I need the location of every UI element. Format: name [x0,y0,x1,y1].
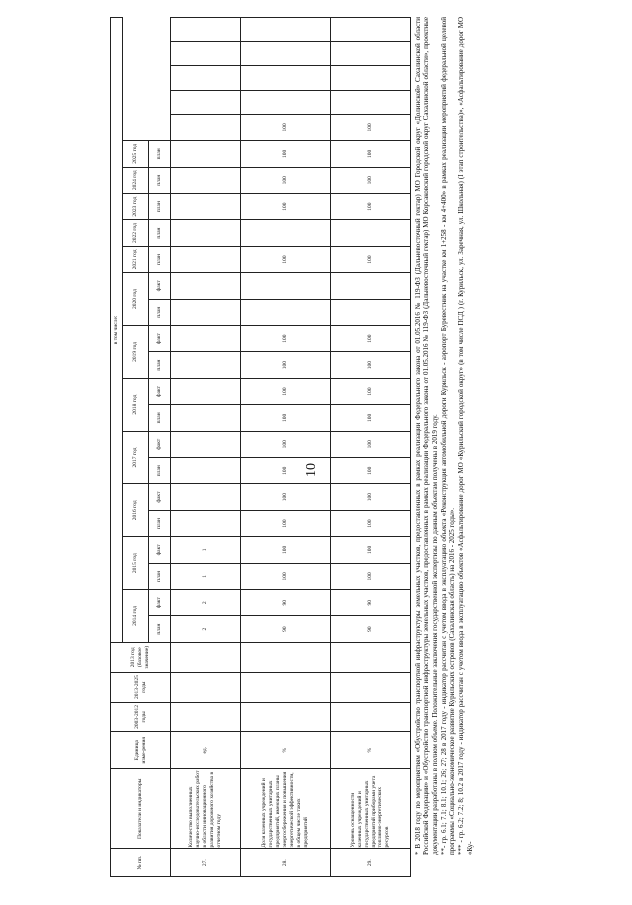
value-cell: 100 [241,352,331,378]
value-cell [241,273,331,299]
rotated-page-content [110,17,474,877]
value-cell: 100 [241,246,331,272]
value-cell: 100 [241,141,331,167]
header-plan: план [149,299,171,325]
value-cell [171,299,241,325]
value-cell [171,220,241,246]
empty-cell [331,642,411,672]
empty-cell [171,642,241,672]
value-cell: 90 [241,616,331,642]
value-cell [241,220,331,246]
value-cell: 100 [241,510,331,536]
value-cell: 100 [331,325,411,351]
row-unit: % [241,732,331,769]
value-cell [171,18,241,42]
value-cell: 2 [171,590,241,616]
value-cell: 100 [331,537,411,563]
value-cell [171,325,241,351]
header-in-that-number: в том числе: [111,18,123,643]
empty-cell [331,702,411,732]
header-fact: факт [149,325,171,351]
header-plan: план [149,563,171,589]
value-cell [241,90,331,114]
header-year: 2014 год [123,590,149,643]
header-year: 2016 год [123,484,149,537]
value-cell: 100 [331,246,411,272]
table-row [171,18,241,877]
value-cell: 1 [171,537,241,563]
header-plan: план [149,457,171,483]
value-cell [171,246,241,272]
value-cell: 100 [331,484,411,510]
header-plan: план [149,352,171,378]
value-cell: 100 [331,141,411,167]
value-cell [171,141,241,167]
value-cell [171,114,241,140]
header-year: 2023 год [123,193,149,219]
value-cell [331,18,411,42]
value-cell [171,484,241,510]
header-year: 2018 год [123,378,149,431]
value-cell: 90 [331,616,411,642]
header-unit: Единица изме-рения [111,732,171,769]
value-cell [171,457,241,483]
header-fact: факт [149,590,171,616]
header-year: 2025 год [123,141,149,167]
value-cell [171,66,241,90]
value-cell: 90 [331,590,411,616]
value-cell: 100 [241,405,331,431]
value-cell: 100 [241,484,331,510]
header-plan: план [149,405,171,431]
value-cell: 1 [171,563,241,589]
value-cell: 100 [241,431,331,457]
value-cell: 100 [241,114,331,140]
table-row [331,18,411,877]
row-unit: ед. [171,732,241,769]
empty-cell [241,672,331,702]
footnote-2: **- гр. 6.1; 7.1; 8.1; 10.1; 26; 27; 28 в 2017 году - индикатор рассчитан с учетом ввода в эксплуатацию объекта «Реконструкция автомобильной дороги Курильск - аэропорт Буревестник на участке км 1+258 - км 4+400» в рамках реализации мероприятий федеральной целевой программы «Социально-экономическое развитие Курильских островов (Сахалинская область) на 2016 - 2025 годы». [439,17,457,855]
header-fact: факт [149,378,171,404]
header-2003: 2003-2012 годы [111,702,171,732]
value-cell [331,220,411,246]
value-cell: 100 [331,510,411,536]
empty-cell [241,702,331,732]
row-unit: % [331,732,411,769]
table-row [241,18,331,877]
value-cell [331,90,411,114]
row-num: 27. [171,849,241,877]
header-fact: факт [149,431,171,457]
header-year: 2021 год [123,246,149,272]
header-fact: факт [149,537,171,563]
header-year: 2015 год [123,537,149,590]
header-2013-2025: 2013-2025 годы [111,672,171,702]
value-cell [171,42,241,66]
row-num: 29. [331,849,411,877]
value-cell [241,299,331,325]
value-cell [171,193,241,219]
empty-cell [171,672,241,702]
value-cell: 100 [331,114,411,140]
empty-cell [331,672,411,702]
header-num: № пп. [111,849,171,877]
value-cell [171,352,241,378]
value-cell [171,405,241,431]
value-cell: 100 [241,325,331,351]
header-plan: план [149,193,171,219]
value-cell [171,273,241,299]
value-cell: 100 [241,167,331,193]
value-cell: 100 [241,378,331,404]
empty-cell [171,702,241,732]
value-cell: 100 [331,352,411,378]
value-cell [171,378,241,404]
header-year: 2020 год [123,273,149,326]
value-cell [171,167,241,193]
header-plan: план [149,141,171,167]
value-cell: 100 [331,405,411,431]
value-cell [241,18,331,42]
empty-cell [241,642,331,672]
footnote-1: * В 2018 году по мероприятиям «Обустройство транспортной инфраструктуры земельных участков, предоставленных в рамках реализации Федерального закона от 01.05.2016 № 119-ФЗ (Дальневосточный гектар) МО Городской округ «Долинской» Сахалинской области Российской Федерации» и «Обустройство транспортной инфраструктуры земельных участков, предоставленных в рамках реализации Федерального закона от 01.05.2016 № 119-ФЗ (Дальневосточный гектар) МО Корсаковский городской округ Сахалинской области», проектные документации разработаны в полном объеме. Положительные заключения государственной экспертизы по данным объектам получены в 2019 году. [414,17,439,855]
value-cell: 100 [331,563,411,589]
value-cell: 100 [241,537,331,563]
indicators-table [110,17,411,877]
value-cell: 100 [241,563,331,589]
footnote-3: *** - гр. 6.2; 7.2; 8; 10.2 в 2017 году - индикатор рассчитан с учетом ввода в эксплуатацию объектов «Асфальтирование дорог МО «Курильский городской округ» (в том числе ПСД ) (г. Курильск, ул. Заречная, ул. Школьная) (I этап строительства)», «Асфальтирование дорог МО «Ку- [457,17,474,855]
value-cell: 100 [331,431,411,457]
row-indicator: Уровень оснащенности казенных учреждений и государственных унитарных предприятий приборами учета топливно-энергетических ресурсов [331,769,411,849]
header-fact: факт [149,484,171,510]
header-plan: план [149,167,171,193]
header-plan: план [149,616,171,642]
row-indicator: Количество выполненных научно-исследовательских работ в области инновационного развития дорожного хозяйства в отчетном году [171,769,241,849]
value-cell: 100 [241,457,331,483]
header-plan: план [149,220,171,246]
value-cell [331,299,411,325]
value-cell: 2 [171,616,241,642]
header-year: 2022 год [123,220,149,246]
value-cell: 100 [331,167,411,193]
header-year: 2019 год [123,325,149,378]
value-cell [241,66,331,90]
footnotes [414,17,474,855]
header-plan: план [149,510,171,536]
value-cell [331,273,411,299]
header-plan: план [149,246,171,272]
row-indicator: Доля казенных учреждений и государственных унитарных предприятий, имеющих планы энергосбережения и повышения энергетической эффективности, в общем числе таких предприятий [241,769,331,849]
value-cell: 100 [331,378,411,404]
value-cell [331,66,411,90]
value-cell [171,90,241,114]
header-year: 2024 год [123,167,149,193]
value-cell [171,431,241,457]
value-cell: 100 [241,193,331,219]
row-num: 28. [241,849,331,877]
value-cell: 100 [331,193,411,219]
value-cell [241,42,331,66]
page-number: 10 [304,463,319,477]
header-year: 2017 год [123,431,149,484]
header-fact: факт [149,273,171,299]
value-cell [171,510,241,536]
header-2013-base: 2013 год (базовое значение) [111,642,171,672]
value-cell [331,42,411,66]
value-cell: 90 [241,590,331,616]
header-indicator: Показатели и индикаторы [111,769,171,849]
value-cell: 100 [331,457,411,483]
